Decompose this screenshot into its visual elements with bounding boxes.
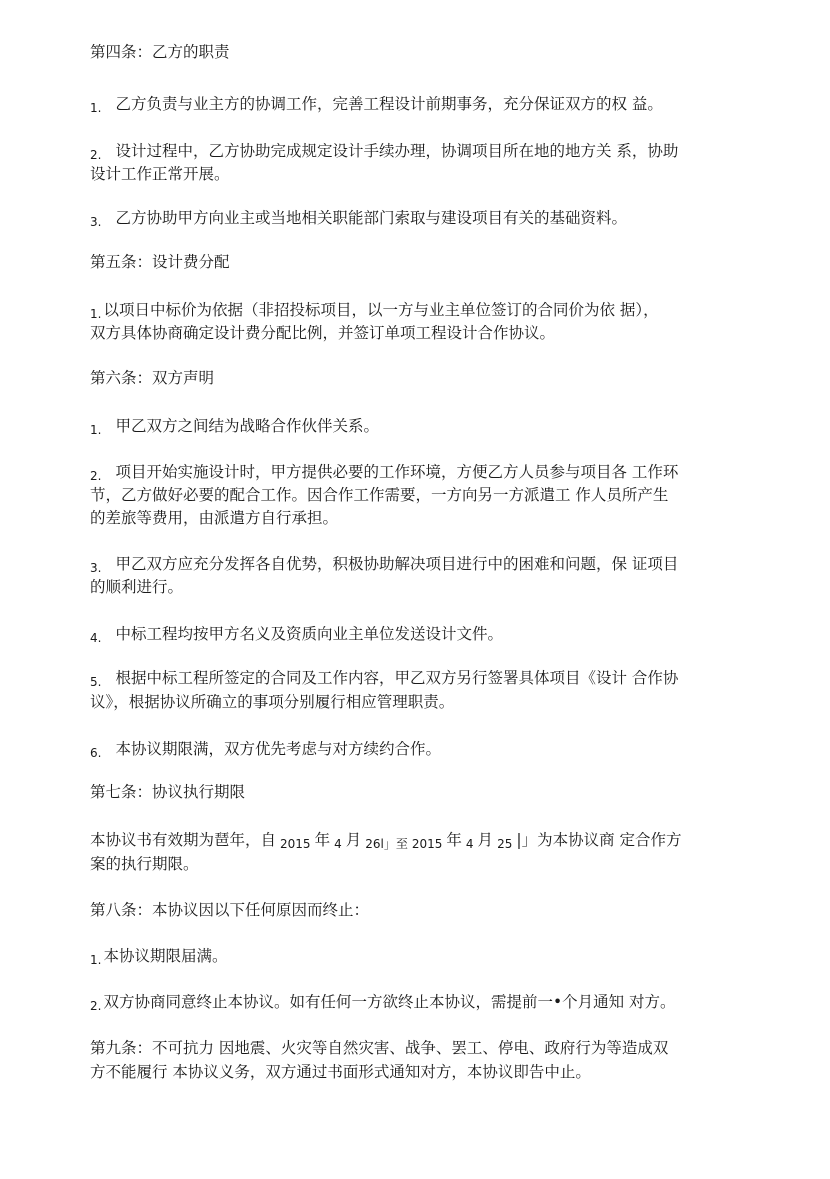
article-6-item-2-cont1: 节，乙方做好必要的配合工作。因合作工作需要，一方向另一方派遣工 作人员所产生: [90, 486, 669, 504]
item-number: 3.: [90, 215, 102, 229]
start-year: 2015: [280, 837, 311, 851]
item-number: 4.: [90, 631, 102, 645]
item-text: 中标工程均按甲方名义及资质向业主单位发送设计文件。: [115, 625, 503, 643]
item-number: 3.: [90, 561, 102, 575]
item-number: 1.: [90, 423, 102, 437]
item-number: 5.: [90, 675, 102, 689]
item-text: 以项日中标价为依据（非招投标项目，以一方与业主单位签订的合同价为依 据），: [103, 301, 659, 319]
article-4-item-2-cont: 设计工作正常开展。: [90, 165, 230, 183]
article-6-item-6: [90, 735, 750, 767]
article-6-item-4: [90, 620, 750, 652]
item-number: 2.: [90, 999, 102, 1013]
term-text-end: |」为本协议商 定合作方: [516, 831, 682, 849]
start-month: 4: [334, 837, 342, 851]
end-day: 25: [497, 837, 513, 851]
term-text-start: 本协议书有效期为琶年，自: [90, 831, 277, 849]
item-text: 甲乙双方之间结为战略合作伙伴关系。: [115, 417, 379, 435]
article-5-item-1-cont: 双方具体协商确定设计费分配比例，并签订单项工程设计合作协议。: [90, 324, 556, 342]
article-4-item-3: [90, 204, 750, 236]
item-text: 根据中标工程所签定的合同及工作内容，甲乙双方另行签署具体项目《设计 合作协: [115, 669, 679, 687]
article-6-item-2-cont2: 的差旅等费用，由派遣方自行承担。: [90, 509, 339, 527]
article-6-heading: 第六条：双方声明: [90, 369, 215, 387]
article-6-item-5-cont: 议》，根据协议所确立的事项分别履行相应管理职责。: [90, 693, 455, 711]
article-6-item-3-cont: 的顺利进行。: [90, 578, 184, 596]
year-char: 年: [314, 831, 331, 849]
article-5-heading: 第五条：设计费分配: [90, 253, 230, 271]
item-number: 1.: [90, 307, 102, 321]
item-number: 1.: [90, 101, 102, 115]
item-text: 项目开始实施设计时，甲方提供必要的工作环境，方便乙方人员参与项目各 工作环: [115, 463, 679, 481]
article-6-item-1: [90, 412, 750, 444]
article-4-heading: 第四条：乙方的职责: [90, 43, 230, 61]
item-number: 2.: [90, 148, 102, 162]
article-7-term-cont: 案的执行期限。: [90, 855, 199, 873]
article-9-line-2: 方不能履行 本协议义务，双方通过书面形式通知对方，本协议即告中止。: [90, 1063, 591, 1081]
article-4-item-1: [90, 90, 750, 122]
year-char: 年: [446, 831, 462, 849]
item-text: 乙方负责与业主方的协调工作，完善工程设计前期事务，充分保证双方的权 益。: [115, 95, 663, 113]
item-text: 甲乙双方应充分发挥各自优势，积极协助解决项目进行中的困难和问题，保 证项目: [115, 555, 679, 573]
item-text: 设计过程中，乙方协助完成规定设计手续办理，协调项目所在地的地方关 系，协助: [115, 142, 679, 160]
item-text: 本协议期限届满。: [103, 947, 228, 965]
item-number: 2.: [90, 469, 102, 483]
article-8-item-2: [90, 988, 750, 1020]
month-char: 月: [345, 831, 362, 849]
start-day: 26l」至: [365, 837, 408, 851]
article-8-heading: 第八条：本协议因以下任何原因而终止：: [90, 901, 370, 919]
article-7-heading: 第七条：协议执行期限: [90, 783, 246, 801]
item-text: 乙方协助甲方向业主或当地相关职能部门索取与建设项目有关的基础资料。: [115, 209, 627, 227]
item-text: 双方协商同意终止本协议。如有任何一方欲终止本协议，需提前一•个月通知 对方。: [103, 993, 676, 1011]
end-year: 2015: [411, 837, 443, 851]
item-number: 1.: [90, 953, 102, 967]
article-9-line-1: 第九条：不可抗力 因地震、火灾等自然灾害、战争、罢工、停电、政府行为等造成双: [90, 1039, 669, 1057]
item-number: 6.: [90, 746, 102, 760]
item-text: 本协议期限满，双方优先考虑与对方续约合作。: [115, 740, 441, 758]
article-8-item-1: [90, 942, 750, 974]
month-char: 月: [477, 831, 494, 849]
end-month: 4: [465, 837, 474, 851]
